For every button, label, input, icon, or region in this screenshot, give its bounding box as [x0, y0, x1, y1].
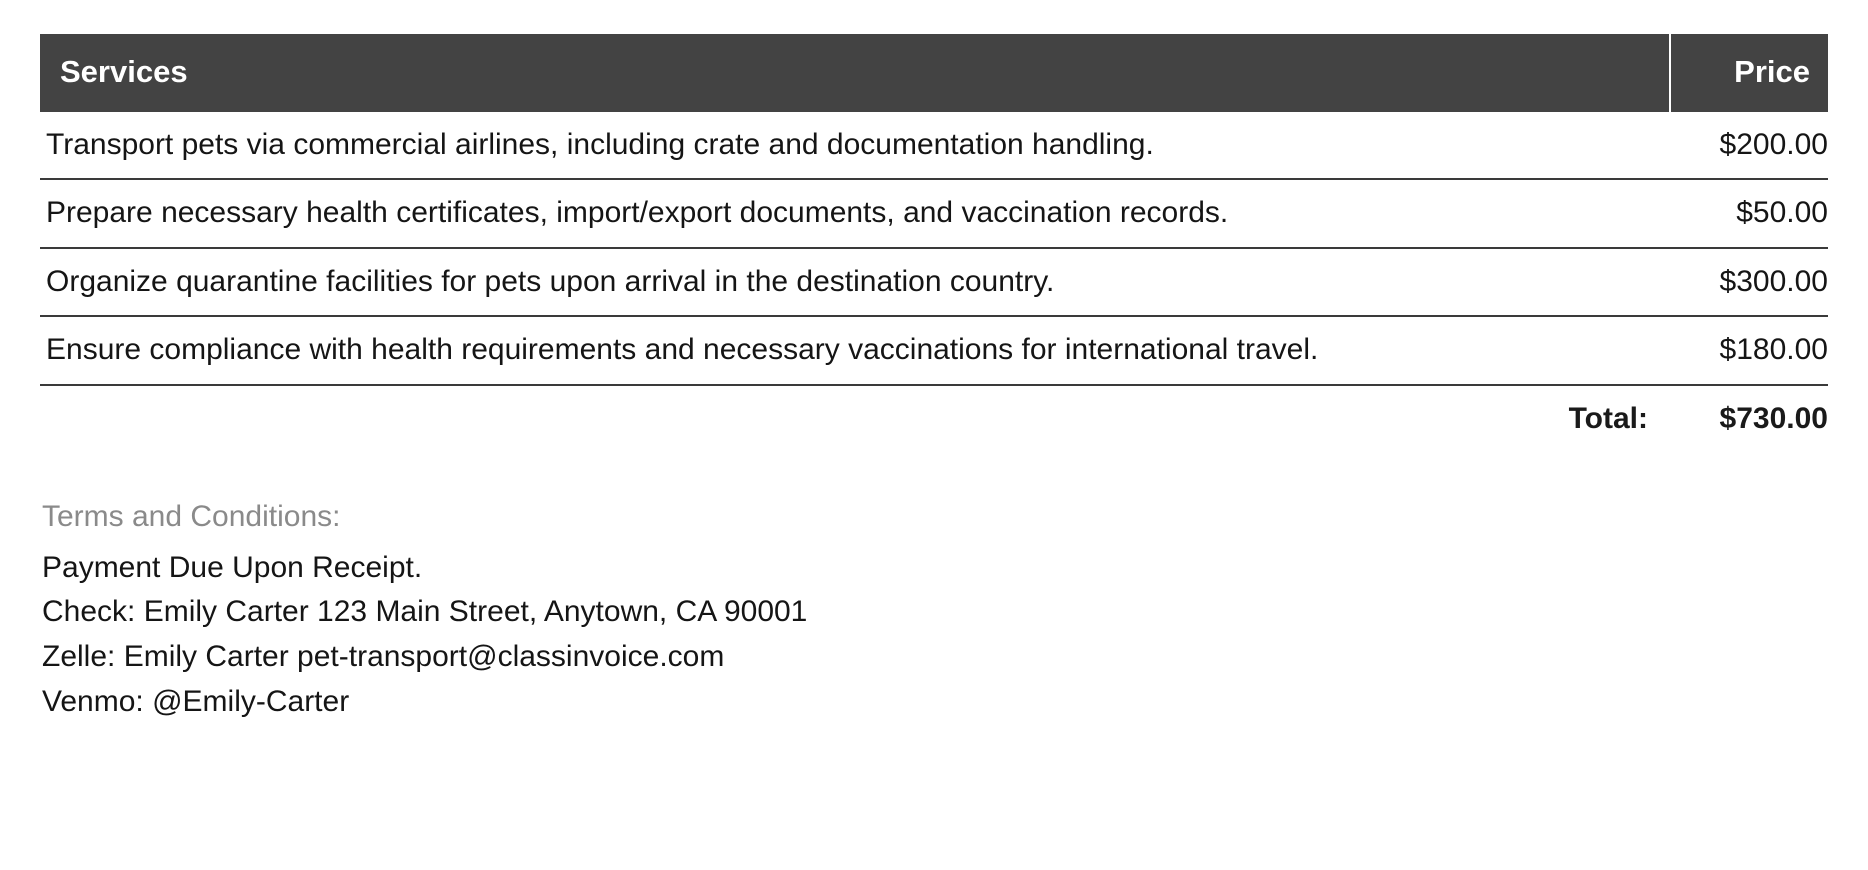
table-header-row: [40, 34, 1828, 112]
column-header-services: Services: [40, 34, 1670, 112]
total-value: $730.00: [1719, 401, 1828, 435]
terms-and-conditions-section: [40, 500, 1828, 725]
table-footer: [40, 385, 1828, 446]
terms-title: Terms and Conditions:: [42, 499, 341, 533]
service-description: Transport pets via commercial airlines, including crate and documentation handling.: [40, 112, 1670, 179]
table-row: [40, 248, 1828, 316]
service-price: $300.00: [1670, 248, 1828, 316]
total-label: Total:: [1568, 401, 1648, 435]
services-price-table: [40, 34, 1828, 446]
service-description: Ensure compliance with health requirements and necessary vaccinations for international travel.: [40, 316, 1670, 384]
table-header: [40, 34, 1828, 112]
service-description: Organize quarantine facilities for pets upon arrival in the destination country.: [40, 248, 1670, 316]
service-description: Prepare necessary health certificates, import/export documents, and vaccination records.: [40, 179, 1670, 247]
service-price: $180.00: [1670, 316, 1828, 384]
service-price: $200.00: [1670, 112, 1828, 179]
terms-line-zelle: Zelle: Emily Carter pet-transport@classinvoice.com: [42, 639, 725, 673]
table-row: [40, 179, 1828, 247]
table-row: [40, 112, 1828, 179]
service-price: $50.00: [1670, 179, 1828, 247]
table-body: [40, 112, 1828, 385]
terms-line: Payment Due Upon Receipt.: [42, 550, 423, 584]
terms-line-check: Check: Emily Carter 123 Main Street, Anytown, CA 90001: [42, 595, 808, 629]
column-header-price: Price: [1670, 34, 1828, 112]
terms-line-venmo: Venmo: @Emily-Carter: [42, 684, 350, 718]
total-row: [40, 385, 1828, 446]
table-row: [40, 316, 1828, 384]
